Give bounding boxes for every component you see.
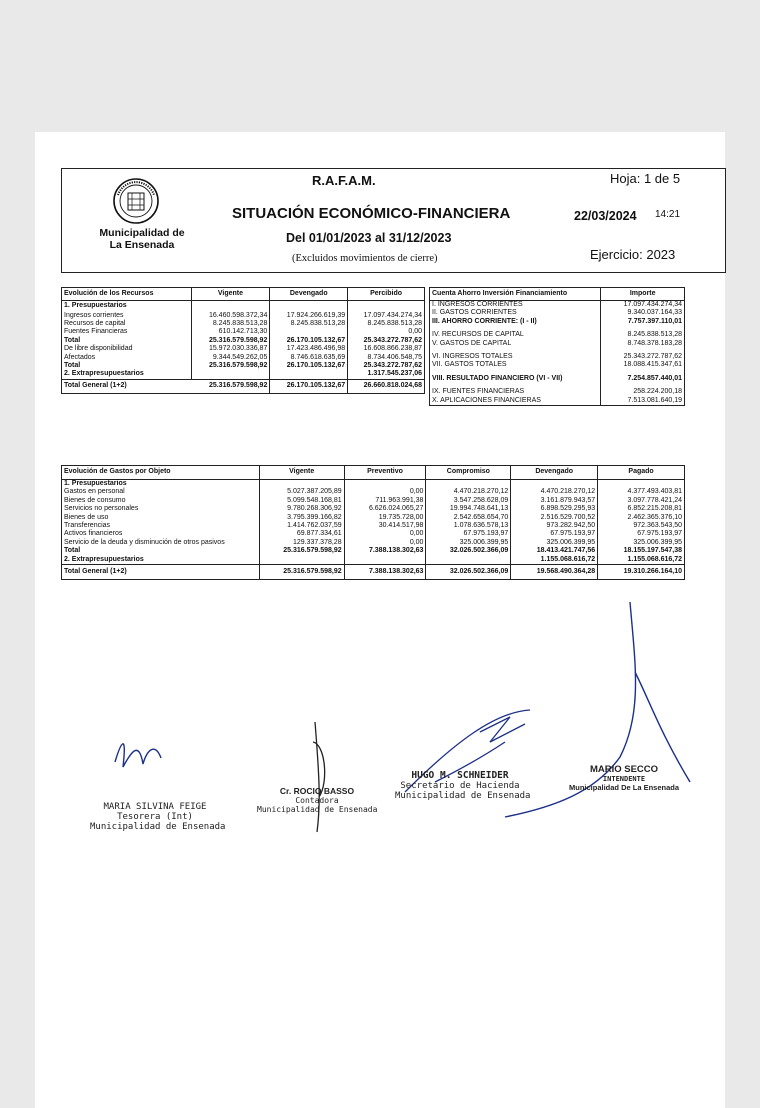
savings-row-amount: 8.748.378.183,28 xyxy=(627,339,682,347)
resources-row-vigente: 16.460.598.372,34 xyxy=(191,312,270,320)
signature-role: Tesorera (Int) xyxy=(117,812,193,822)
expenses-row xyxy=(62,480,685,489)
savings-col-amount: Importe xyxy=(629,289,656,297)
report-period: Del 01/01/2023 al 31/12/2023 xyxy=(286,231,452,245)
expenses-row-preventivo xyxy=(344,480,426,489)
resources-row-devengado: 26.170.105.132,67 xyxy=(270,362,348,370)
savings-row-label: IV. RECURSOS DE CAPITAL xyxy=(430,331,601,339)
expenses-row-compromiso: 1.078.636.578,13 xyxy=(426,522,511,530)
resources-row xyxy=(62,301,425,312)
expenses-row-vigente xyxy=(259,480,344,489)
expenses-row-devengado: 2.516.529.700,52 xyxy=(511,514,598,522)
signature-accountant xyxy=(257,786,377,814)
expenses-row-preventivo xyxy=(344,556,426,565)
expenses-row-compromiso: 19.994.748.641,13 xyxy=(426,505,511,513)
report-date: 22/03/2024 xyxy=(574,209,637,223)
savings-row-amount: 7.254.857.440,01 xyxy=(627,374,682,382)
savings-row-amount: 258.224.200,18 xyxy=(633,388,682,396)
expenses-col-compromiso: Compromiso xyxy=(426,466,511,480)
resources-row-label: Afectados xyxy=(64,353,96,361)
savings-row xyxy=(430,353,685,361)
expenses-row-label: Total xyxy=(64,547,81,555)
expenses-row-compromiso: 2.542.658.654,70 xyxy=(426,514,511,522)
expenses-total-devengado: 19.568.490.364,28 xyxy=(511,565,598,580)
report-title: SITUACIÓN ECONÓMICO-FINANCIERA xyxy=(232,205,511,222)
signature-name: MARIO SECCO xyxy=(589,764,659,775)
expenses-row xyxy=(62,539,685,547)
expenses-row-compromiso: 67.975.193,97 xyxy=(426,530,511,538)
resources-row-percibido: 1.317.545.237,06 xyxy=(348,370,425,379)
expenses-row xyxy=(62,514,685,522)
resources-total-devengado: 26.170.105.132,67 xyxy=(270,379,348,393)
resources-row-devengado xyxy=(270,328,348,336)
expenses-row xyxy=(62,530,685,538)
signature-org: Municipalidad de Ensenada xyxy=(90,822,226,832)
document-page xyxy=(35,132,725,1108)
expenses-row-vigente: 5.027.387.205,89 xyxy=(259,488,344,496)
savings-row xyxy=(430,340,685,348)
resources-row-percibido: 16.608.866.238,87 xyxy=(348,345,425,353)
savings-row-label: V. GASTOS DE CAPITAL xyxy=(430,340,601,348)
report-header xyxy=(61,168,726,273)
resources-row-label: 2. Extrapresupuestarios xyxy=(64,370,144,378)
resources-row-percibido: 25.343.272.787,62 xyxy=(348,337,425,345)
expenses-row-label: Transferencias xyxy=(64,522,111,530)
expenses-row-vigente: 69.877.334,61 xyxy=(259,530,344,538)
resources-row-devengado: 8.245.838.513,28 xyxy=(270,320,348,328)
expenses-row-pagado: 6.852.215.208,81 xyxy=(598,505,685,513)
expenses-table xyxy=(61,465,685,580)
expenses-row-compromiso: 3.547.258.628,09 xyxy=(426,497,511,505)
system-name: R.A.F.A.M. xyxy=(312,173,376,188)
savings-row-amount: 9.340.037.164,33 xyxy=(627,309,682,317)
resources-row xyxy=(62,312,425,320)
expenses-total-pagado: 19.310.266.164,10 xyxy=(598,565,685,580)
expenses-row-pagado: 325.006.399,95 xyxy=(598,539,685,547)
resources-total-label: Total General (1+2) xyxy=(64,382,127,390)
resources-row-percibido: 25.343.272.787,62 xyxy=(348,362,425,370)
savings-row xyxy=(430,309,685,317)
expenses-row xyxy=(62,522,685,530)
expenses-row-label: Activos financieros xyxy=(64,530,123,538)
signature-org: Municipalidad De La Ensenada xyxy=(568,783,680,792)
expenses-row-pagado: 1.155.068.616,72 xyxy=(598,556,685,565)
expenses-row-devengado: 67.975.193,97 xyxy=(511,530,598,538)
resources-row-label: Total xyxy=(64,361,81,369)
savings-row-amount: 18.088.415.347,61 xyxy=(623,361,682,369)
expenses-row-label: Bienes de consumo xyxy=(64,496,126,504)
expenses-row-compromiso xyxy=(426,556,511,565)
resources-row-label: Recursos de capital xyxy=(64,319,126,327)
expenses-col-pagado: Pagado xyxy=(628,468,654,476)
savings-row xyxy=(430,361,685,369)
expenses-row xyxy=(62,556,685,565)
expenses-total-vigente: 25.316.579.598,92 xyxy=(259,565,344,580)
expenses-total-label: Total General (1+2) xyxy=(64,567,127,575)
savings-row-label: VI. INGRESOS TOTALES xyxy=(430,353,601,361)
expenses-row-devengado: 3.161.879.943,57 xyxy=(511,497,598,505)
signature-name: MARIA SILVINA FEIGE xyxy=(103,802,207,812)
resources-row-label: Ingresos corrientes xyxy=(64,311,124,319)
savings-row-amount: 17.097.434.274,34 xyxy=(623,301,682,308)
expenses-row-preventivo: 6.626.024.065,27 xyxy=(344,505,426,513)
signature-role: INTENDENTE xyxy=(602,775,646,783)
savings-row-label: X. APLICACIONES FINANCIERAS xyxy=(430,397,601,406)
resources-col-devengado: Devengado xyxy=(270,288,348,301)
resources-row-percibido xyxy=(348,301,425,312)
expenses-row-compromiso: 4.470.218.270,12 xyxy=(426,488,511,496)
expenses-row-preventivo: 711.963.991,38 xyxy=(344,497,426,505)
resources-col-percibido: Percibido xyxy=(370,289,403,297)
resources-row xyxy=(62,328,425,336)
signature-org: Municipalidad de Ensenada xyxy=(257,805,378,814)
expenses-total-compromiso: 32.026.502.366,09 xyxy=(426,565,511,580)
resources-row xyxy=(62,362,425,370)
sheet-number: Hoja: 1 de 5 xyxy=(610,171,681,186)
resources-row-devengado xyxy=(270,301,348,312)
expenses-row-devengado: 1.155.068.616,72 xyxy=(511,556,598,565)
signature-mayor xyxy=(560,764,688,792)
savings-row-amount: 8.245.838.513,28 xyxy=(627,331,682,339)
expenses-row-preventivo: 7.388.138.302,63 xyxy=(344,547,426,555)
savings-row xyxy=(430,397,685,406)
expenses-row-preventivo: 30.414.517,98 xyxy=(344,522,426,530)
expenses-row-vigente: 3.795.399.166,82 xyxy=(259,514,344,522)
expenses-row-label: Servicio de la deuda y disminución de otros pasivos xyxy=(64,538,225,546)
expenses-row-vigente: 1.414.762.037,59 xyxy=(259,522,344,530)
expenses-row-label: Servicios no personales xyxy=(64,505,139,513)
expenses-row xyxy=(62,488,685,496)
resources-row-vigente: 8.245.838.513,28 xyxy=(191,320,270,328)
expenses-row-pagado: 18.155.197.547,38 xyxy=(598,547,685,555)
resources-row-label: 1. Presupuestarios xyxy=(64,302,127,310)
resources-row-vigente xyxy=(191,370,270,379)
resources-total-vigente: 25.316.579.598,92 xyxy=(208,382,268,390)
resources-row-percibido: 8.245.838.513,28 xyxy=(348,320,425,328)
municipality-name-2: La Ensenada xyxy=(109,239,175,251)
resources-row-vigente: 25.316.579.598,92 xyxy=(191,362,270,370)
expenses-row-devengado: 18.413.421.747,56 xyxy=(511,547,598,555)
resources-col-vigente: Vigente xyxy=(191,288,270,301)
resources-row-percibido: 17.097.434.274,34 xyxy=(348,312,425,320)
resources-row-label: Total xyxy=(64,336,81,344)
expenses-row-pagado xyxy=(598,480,685,489)
signature-org: Municipalidad de Ensenada xyxy=(395,791,531,801)
resources-row-devengado: 8.746.618.635,69 xyxy=(270,354,348,362)
savings-row xyxy=(430,318,685,326)
savings-row-amount: 7.757.397.110,01 xyxy=(627,317,682,325)
expenses-row-label: 1. Presupuestarios xyxy=(64,480,127,487)
expenses-row-preventivo: 0,00 xyxy=(344,488,426,496)
expenses-row-preventivo: 0,00 xyxy=(344,539,426,547)
resources-row-devengado: 17.924.266.619,39 xyxy=(270,312,348,320)
resources-row xyxy=(62,337,425,345)
expenses-row-pagado: 972.363.543,50 xyxy=(598,522,685,530)
resources-row-vigente: 15.972.030.336,87 xyxy=(191,345,270,353)
resources-row-percibido: 8.734.406.548,75 xyxy=(348,354,425,362)
report-time: 14:21 xyxy=(655,209,681,220)
resources-row xyxy=(62,345,425,353)
expenses-col-preventivo: Preventivo xyxy=(344,466,426,480)
expenses-row-compromiso xyxy=(426,480,511,489)
savings-table xyxy=(429,287,685,406)
savings-row-amount: 7.513.081.640,19 xyxy=(627,396,682,404)
signature-treasurer xyxy=(90,802,226,832)
expenses-row-devengado xyxy=(511,480,598,489)
expenses-row-label: Bienes de uso xyxy=(64,513,109,521)
expenses-row xyxy=(62,547,685,555)
expenses-row-devengado: 973.282.942,50 xyxy=(511,522,598,530)
fiscal-year: Ejercicio: 2023 xyxy=(590,247,676,262)
resources-row-label: De libre disponibilidad xyxy=(64,345,133,353)
expenses-total-preventivo: 7.388.138.302,63 xyxy=(344,565,426,580)
resources-row-devengado xyxy=(270,370,348,379)
resources-row-vigente: 610.142.713,30 xyxy=(191,328,270,336)
savings-row xyxy=(430,301,685,310)
municipality-name: Municipalidad de xyxy=(99,227,185,239)
savings-row-label: IX. FUENTES FINANCIERAS xyxy=(430,388,601,396)
expenses-row-pagado: 4.377.493.403,81 xyxy=(598,488,685,496)
expenses-row-vigente: 9.780.268.306,92 xyxy=(259,505,344,513)
expenses-row xyxy=(62,505,685,513)
resources-row-devengado: 26.170.105.132,67 xyxy=(270,337,348,345)
savings-row xyxy=(430,388,685,396)
signature-finance-secretary xyxy=(395,770,531,801)
expenses-row-pagado: 67.975.193,97 xyxy=(598,530,685,538)
expenses-row-vigente: 25.316.579.598,92 xyxy=(259,547,344,555)
resources-total-row xyxy=(62,379,425,393)
expenses-row-label: Gastos en personal xyxy=(64,488,125,496)
expenses-row-vigente: 5.099.548.168,81 xyxy=(259,497,344,505)
expenses-row-pagado: 2.462.365.376,10 xyxy=(598,514,685,522)
signature-role: Secretario de Hacienda xyxy=(400,781,520,791)
expenses-col-vigente: Vigente xyxy=(259,466,344,480)
resources-row-vigente: 9.344.549.262,05 xyxy=(191,354,270,362)
resources-row xyxy=(62,354,425,362)
savings-row-label: I. INGRESOS CORRIENTES xyxy=(430,301,601,310)
signature-name: HUGO M. SCHNEIDER xyxy=(411,770,509,781)
signature-role: Contadora xyxy=(295,796,339,805)
expenses-row-devengado: 325.006.399,95 xyxy=(511,539,598,547)
expenses-row xyxy=(62,497,685,505)
savings-col-concept: Cuenta Ahorro Inversión Financiamiento xyxy=(430,288,601,301)
resources-row xyxy=(62,320,425,328)
expenses-total-row xyxy=(62,565,685,580)
expenses-col-devengado: Devengado xyxy=(511,466,598,480)
savings-row-label: II. GASTOS CORRIENTES xyxy=(430,309,601,317)
expenses-row-devengado: 4.470.218.270,12 xyxy=(511,488,598,496)
savings-row-amount: 25.343.272.787,62 xyxy=(623,353,682,361)
savings-row-label: III. AHORRO CORRIENTE: (I - II) xyxy=(430,318,601,326)
expenses-row-compromiso: 325.006.399,95 xyxy=(426,539,511,547)
expenses-row-pagado: 3.097.778.421,24 xyxy=(598,497,685,505)
expenses-row-devengado: 6.898.529.295,93 xyxy=(511,505,598,513)
expenses-row-compromiso: 32.026.502.366,09 xyxy=(426,547,511,555)
savings-row-label: VIII. RESULTADO FINANCIERO (VI - VII) xyxy=(430,375,601,383)
resources-row xyxy=(62,370,425,379)
resources-row-vigente xyxy=(191,301,270,312)
savings-row xyxy=(430,375,685,383)
resources-row-percibido: 0,00 xyxy=(348,328,425,336)
resources-total-percibido: 26.660.818.024,68 xyxy=(348,379,425,393)
expenses-col-concept: Evolución de Gastos por Objeto xyxy=(62,466,260,480)
expenses-row-vigente: 129.337.378,28 xyxy=(259,539,344,547)
resources-row-vigente: 25.316.579.598,92 xyxy=(191,337,270,345)
municipal-seal-icon xyxy=(112,177,160,225)
expenses-row-label: 2. Extrapresupuestarios xyxy=(64,555,144,563)
expenses-row-vigente xyxy=(259,556,344,565)
expenses-row-preventivo: 19.735.728,00 xyxy=(344,514,426,522)
expenses-row-preventivo: 0,00 xyxy=(344,530,426,538)
resources-row-label: Fuentes Financieras xyxy=(64,328,128,336)
report-note: (Excluidos movimientos de cierre) xyxy=(292,253,438,264)
resources-table xyxy=(61,287,425,394)
resources-col-concept: Evolución de los Recursos xyxy=(62,288,192,301)
resources-row-devengado: 17.423.486.496,98 xyxy=(270,345,348,353)
savings-row-label: VII. GASTOS TOTALES xyxy=(430,361,601,369)
signature-name: Cr. ROCIO BASSO xyxy=(279,786,355,796)
savings-row xyxy=(430,331,685,339)
